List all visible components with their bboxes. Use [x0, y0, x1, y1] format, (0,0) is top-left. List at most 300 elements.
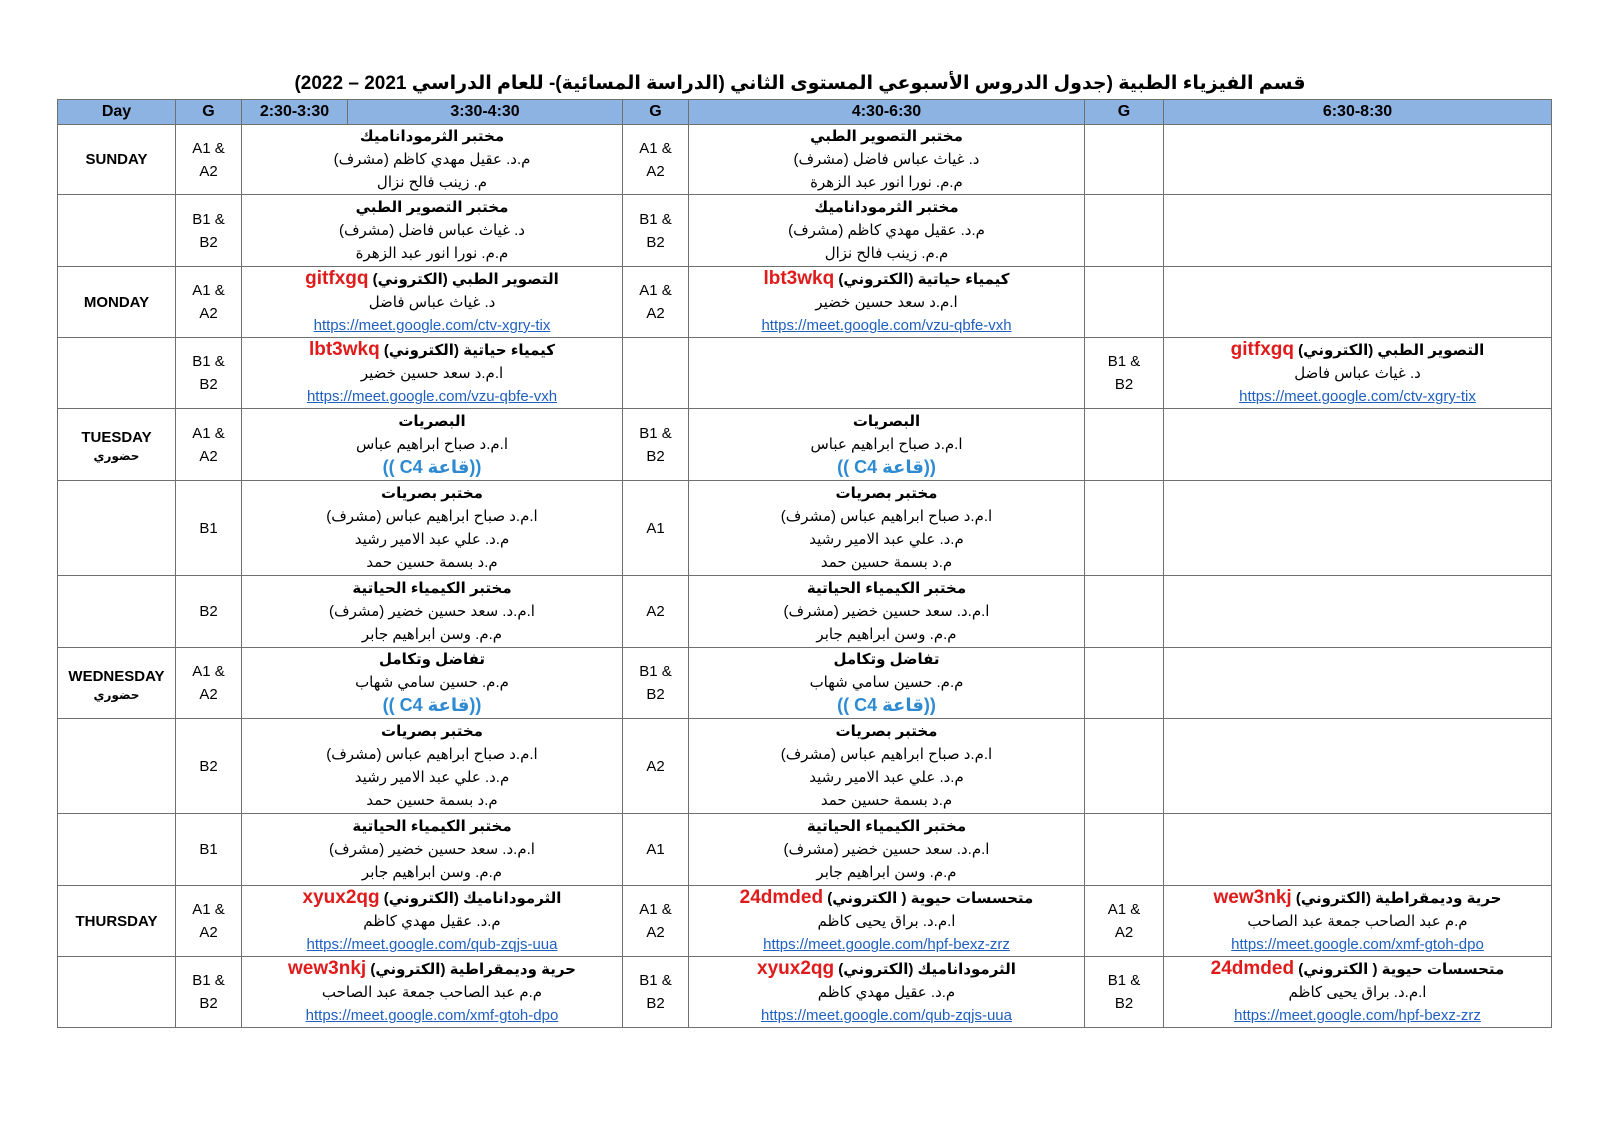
class-cell: [1164, 481, 1552, 576]
schedule-row: [58, 481, 1552, 576]
group-cell: [176, 481, 242, 576]
class-code: 24dmded: [739, 887, 824, 908]
group-cell: [623, 195, 689, 267]
class-cell: [689, 267, 1085, 338]
group-cell: [176, 409, 242, 481]
cell-line: [242, 362, 622, 385]
cell-line: [242, 671, 622, 694]
class-cell: [1164, 814, 1552, 886]
instructor-text: م.د. علي عبد الامير رشيد: [354, 531, 510, 548]
instructor-text: ا.م.د. سعد حسين خضير (مشرف): [329, 841, 535, 858]
cell-line: [242, 528, 622, 551]
group-label: B2: [199, 995, 218, 1012]
class-cell: [1164, 409, 1552, 481]
group-cell: [623, 409, 689, 481]
cell-line: [242, 433, 622, 456]
cell-line: [242, 125, 622, 148]
instructor-text: م.د. علي عبد الامير رشيد: [809, 531, 964, 548]
group-label: B1 &: [192, 210, 225, 228]
group-label: B1: [199, 519, 218, 537]
class-cell: [1164, 719, 1552, 814]
meeting-link[interactable]: https://meet.google.com/qub-zqjs-uua: [306, 936, 558, 953]
instructor-text: ا.م.د. سعد حسين خضير (مشرف): [783, 603, 990, 620]
schedule-row: [58, 957, 1552, 1028]
instructor-text: م.د. علي عبد الامير رشيد: [354, 769, 510, 786]
class-cell: [689, 409, 1085, 481]
course-title: حرية وديمقراطية (الكتروني): [370, 961, 576, 978]
day-cell: [58, 409, 176, 481]
course-title: متحسسات حيوية ( الكتروني): [1298, 961, 1505, 978]
group-cell: [1085, 719, 1164, 814]
cell-line: [242, 267, 622, 291]
cell-line: [242, 743, 622, 766]
group-cell: [623, 957, 689, 1028]
class-cell: [242, 719, 623, 814]
class-cell: [1164, 267, 1552, 338]
cell-line: [689, 910, 1084, 933]
group-label: A2: [646, 757, 665, 775]
cell-line: [242, 242, 622, 265]
instructor-text: م.د. عقيل مهدي كاظم (مشرف): [333, 151, 531, 168]
header-group-1: G: [176, 100, 242, 125]
cell-line: [689, 957, 1084, 981]
cell-line: [1164, 981, 1551, 1004]
cell-line: [242, 171, 622, 194]
group-label: B2: [199, 757, 218, 775]
cell-line: [689, 242, 1084, 265]
cell-line: [689, 720, 1084, 743]
group-label: A1 &: [639, 139, 672, 157]
header-time-1a: 2:30-3:30: [242, 100, 348, 125]
instructor-text: د. غياث عباس فاضل (مشرف): [338, 222, 525, 239]
header-group-3: G: [1085, 100, 1164, 125]
class-code: gitfxgq: [305, 268, 369, 289]
group-cell: [1085, 338, 1164, 409]
instructor-text: م.د بسمة حسين حمد: [820, 792, 953, 809]
meeting-link[interactable]: https://meet.google.com/vzu-qbfe-vxh: [761, 317, 1012, 334]
cell-line: [242, 861, 622, 884]
group-cell: [623, 267, 689, 338]
course-title: مختبر الثرموداناميك: [359, 128, 505, 145]
instructor-text: م.م. حسين سامي شهاب: [355, 674, 509, 691]
cell-line: [689, 743, 1084, 766]
day-cell: [58, 814, 176, 886]
course-title: مختبر بصريات: [835, 723, 938, 740]
group-cell: [176, 886, 242, 957]
cell-line: [242, 815, 622, 838]
meeting-link-line: [689, 1004, 1084, 1027]
group-cell: [1085, 648, 1164, 719]
room-label: ((قاعة C4 )): [382, 695, 482, 715]
group-cell: [1085, 481, 1164, 576]
cell-line: [1164, 362, 1551, 385]
schedule-row: [58, 576, 1552, 648]
cell-line: [242, 600, 622, 623]
instructor-text: ا.م.د صباح ابراهيم عباس (مشرف): [326, 746, 538, 763]
instructor-text: م.م. وسن ابراهيم جابر: [816, 626, 957, 643]
instructor-text: ا.م.د صباح ابراهيم عباس (مشرف): [326, 508, 538, 525]
cell-line: [689, 671, 1084, 694]
cell-line: [689, 267, 1084, 291]
meeting-link[interactable]: https://meet.google.com/hpf-bexz-zrz: [763, 936, 1010, 953]
course-title: مختبر بصريات: [381, 485, 483, 502]
cell-line: [689, 528, 1084, 551]
cell-line: [242, 338, 622, 362]
cell-line: [242, 957, 622, 981]
group-label: B2: [1114, 995, 1134, 1012]
group-cell: [1085, 195, 1164, 267]
day-name: TUESDAY: [81, 429, 152, 446]
day-name: MONDAY: [83, 293, 150, 311]
class-cell: [1164, 648, 1552, 719]
cell-line: [242, 148, 622, 171]
instructor-text: م.م. زينب فالح نزال: [824, 245, 949, 262]
group-label: A2: [199, 447, 218, 465]
instructor-text: م.م. حسين سامي شهاب: [809, 674, 964, 691]
group-label: B1 &: [192, 353, 225, 370]
group-label: B1 &: [639, 663, 672, 680]
meeting-link-line: [242, 933, 622, 956]
meeting-link[interactable]: https://meet.google.com/xmf-gtoh-dpo: [1231, 936, 1484, 953]
group-cell: [176, 648, 242, 719]
cell-line: [242, 577, 622, 600]
cell-line: [242, 838, 622, 861]
schedule-row: [58, 886, 1552, 957]
class-cell: [242, 267, 623, 338]
cell-line: [689, 196, 1084, 219]
cell-line: [242, 981, 622, 1004]
header-group-2: G: [623, 100, 689, 125]
group-cell: [623, 338, 689, 409]
group-cell: [176, 957, 242, 1028]
instructor-text: م.م عبد الصاحب جمعة عبد الصاحب: [321, 984, 543, 1001]
meeting-link-line: [1164, 1004, 1551, 1027]
group-label: B2: [199, 233, 218, 251]
group-cell: [623, 648, 689, 719]
group-label: B1 &: [639, 424, 672, 442]
instructor-text: م.م. وسن ابراهيم جابر: [361, 626, 503, 643]
course-title: مختبر الكيمياء الحياتية: [806, 818, 967, 835]
group-label: A2: [199, 686, 218, 703]
class-cell: [242, 814, 623, 886]
day-cell: [58, 648, 176, 719]
group-label: A1 &: [639, 901, 672, 918]
cell-line: [689, 551, 1084, 574]
room-label: ((قاعة C4 )): [382, 456, 482, 477]
class-cell: [242, 195, 623, 267]
meeting-link-line: [242, 314, 622, 337]
group-label: B1 &: [1107, 972, 1141, 989]
class-cell: [689, 886, 1085, 957]
group-cell: [623, 814, 689, 886]
group-cell: [623, 481, 689, 576]
course-title: تفاضل وتكامل: [833, 651, 940, 668]
group-label: B2: [199, 376, 218, 393]
course-title: الثرموداناميك (الكتروني): [838, 961, 1016, 978]
day-cell: [58, 195, 176, 267]
schedule-row: [58, 267, 1552, 338]
group-cell: [176, 576, 242, 648]
class-cell: [242, 576, 623, 648]
header-row: [58, 100, 1552, 125]
group-cell: [176, 719, 242, 814]
instructor-text: ا.م.د. براق يحيى كاظم: [817, 913, 956, 930]
course-title: مختبر الكيمياء الحياتية: [352, 580, 512, 597]
course-title: البصريات: [852, 412, 921, 430]
cell-line: [242, 219, 622, 242]
cell-line: [689, 482, 1084, 505]
class-cell: [242, 648, 623, 719]
day-name: THURSDAY: [75, 912, 158, 930]
cell-line: [242, 886, 622, 910]
header-time-1b: 3:30-4:30: [348, 100, 623, 125]
group-cell: [176, 267, 242, 338]
schedule-table: [57, 99, 1552, 1028]
day-note: حضوري: [93, 687, 140, 702]
class-cell: [689, 719, 1085, 814]
class-cell: [689, 481, 1085, 576]
group-cell: [176, 195, 242, 267]
instructor-text: م.د. عقيل مهدي كاظم: [363, 913, 501, 930]
course-title: حرية وديمقراطية (الكتروني): [1295, 890, 1502, 907]
group-label: B1: [199, 841, 218, 858]
class-code: xyux2qg: [302, 887, 380, 908]
class-cell: [1164, 195, 1552, 267]
course-title: التصوير الطبي (الكتروني): [1298, 342, 1485, 359]
cell-line: [689, 789, 1084, 812]
instructor-text: م.م. نورا انور عبد الزهرة: [355, 245, 509, 262]
instructor-text: ا.م.د صباح ابراهيم عباس (مشرف): [780, 746, 993, 763]
meeting-link[interactable]: https://meet.google.com/vzu-qbfe-vxh: [306, 388, 558, 405]
meeting-link-line: [1164, 385, 1551, 408]
instructor-text: م.م. نورا انور عبد الزهرة: [810, 174, 963, 191]
class-cell: [689, 957, 1085, 1028]
class-cell: [242, 125, 623, 195]
group-label: A2: [646, 162, 665, 180]
class-cell: [242, 481, 623, 576]
cell-line: [242, 720, 622, 743]
meeting-link[interactable]: https://meet.google.com/hpf-bexz-zrz: [1234, 1007, 1481, 1024]
cell-line: [689, 838, 1084, 861]
meeting-link[interactable]: https://meet.google.com/xmf-gtoh-dpo: [305, 1007, 559, 1024]
cell-line: [689, 410, 1084, 433]
meeting-link-line: [242, 1004, 622, 1027]
course-title: البصريات: [398, 412, 466, 430]
cell-line: [689, 886, 1084, 910]
cell-line: [689, 577, 1084, 600]
class-cell: [242, 957, 623, 1028]
day-cell: [58, 576, 176, 648]
group-cell: [1085, 409, 1164, 481]
class-cell: [689, 576, 1085, 648]
class-cell: [1164, 886, 1552, 957]
cell-line: [689, 291, 1084, 314]
group-label: B2: [646, 447, 665, 465]
class-code: gitfxgq: [1230, 339, 1294, 360]
course-title: مختبر بصريات: [835, 485, 938, 502]
group-cell: [1085, 957, 1164, 1028]
course-title: الثرموداناميك (الكتروني): [383, 890, 562, 907]
instructor-text: م.م. وسن ابراهيم جابر: [361, 864, 503, 881]
group-label: B2: [646, 995, 665, 1012]
group-label: B2: [1114, 376, 1134, 393]
day-cell: [58, 886, 176, 957]
group-label: A1 &: [1107, 901, 1141, 918]
cell-line: [689, 148, 1084, 171]
group-cell: [176, 814, 242, 886]
class-code: xyux2qg: [757, 958, 835, 979]
day-cell: [58, 719, 176, 814]
class-cell: [242, 886, 623, 957]
group-label: A2: [199, 305, 218, 322]
group-label: A1 &: [192, 901, 225, 918]
group-label: A1 &: [192, 139, 225, 157]
instructor-text: ا.م.د صباح ابراهيم عباس: [355, 435, 509, 453]
cell-line: [689, 600, 1084, 623]
meeting-link-line: [689, 933, 1084, 956]
cell-line: [242, 291, 622, 314]
class-code: lbt3wkq: [308, 339, 380, 360]
group-cell: [1085, 267, 1164, 338]
group-label: A2: [199, 924, 218, 941]
cell-line: [689, 861, 1084, 884]
class-cell: [689, 195, 1085, 267]
instructor-text: ا.م.د سعد حسين خضير: [815, 294, 958, 311]
instructor-text: د. غياث عباس فاضل: [368, 294, 496, 311]
header-time-3: 6:30-8:30: [1164, 100, 1552, 125]
course-title: تفاضل وتكامل: [378, 651, 486, 668]
group-label: B2: [646, 233, 665, 251]
day-name: SUNDAY: [85, 151, 148, 168]
schedule-row: [58, 814, 1552, 886]
cell-line: [1164, 957, 1551, 981]
group-label: A2: [646, 924, 665, 941]
instructor-text: ا.م.د صباح ابراهيم عباس: [810, 435, 963, 453]
day-name: WEDNESDAY: [68, 667, 165, 685]
group-cell: [1085, 886, 1164, 957]
instructor-text: ا.م.د. براق يحيى كاظم: [1288, 984, 1427, 1001]
course-title: مختبر التصوير الطبي: [355, 199, 509, 216]
group-cell: [1085, 576, 1164, 648]
class-cell: [1164, 125, 1552, 195]
cell-line: [689, 815, 1084, 838]
cell-line: [242, 694, 622, 718]
cell-line: [242, 551, 622, 574]
day-cell: [58, 267, 176, 338]
cell-line: [1164, 338, 1551, 362]
group-label: A1 &: [192, 663, 225, 680]
cell-line: [689, 456, 1084, 480]
course-title: مختبر الكيمياء الحياتية: [352, 818, 512, 835]
group-label: A1: [646, 841, 665, 858]
instructor-text: د. غياث عباس فاضل: [1294, 365, 1421, 382]
group-label: B1 &: [639, 972, 672, 989]
schedule-row: [58, 409, 1552, 481]
day-cell: [58, 338, 176, 409]
group-label: A2: [199, 162, 218, 180]
cell-line: [242, 910, 622, 933]
cell-line: [1164, 886, 1551, 910]
cell-line: [689, 219, 1084, 242]
group-cell: [1085, 125, 1164, 195]
schedule-row: [58, 719, 1552, 814]
cell-line: [242, 505, 622, 528]
schedule-row: [58, 195, 1552, 267]
meeting-link[interactable]: https://meet.google.com/qub-zqjs-uua: [761, 1007, 1012, 1024]
header-day: Day: [58, 100, 176, 125]
class-cell: [689, 648, 1085, 719]
group-cell: [1085, 814, 1164, 886]
cell-line: [242, 623, 622, 646]
cell-line: [689, 125, 1084, 148]
group-label: B1 &: [1107, 353, 1141, 370]
class-cell: [242, 338, 623, 409]
instructor-text: م.د. عقيل مهدي كاظم (مشرف): [788, 222, 985, 239]
instructor-text: م.د بسمة حسين حمد: [820, 554, 953, 571]
class-cell: [689, 338, 1085, 409]
group-label: A1: [646, 519, 665, 537]
group-cell: [176, 338, 242, 409]
course-title: مختبر بصريات: [381, 723, 483, 740]
group-label: B2: [646, 686, 665, 703]
cell-line: [689, 648, 1084, 671]
group-label: A2: [646, 603, 665, 620]
schedule-row: [58, 338, 1552, 409]
cell-line: [242, 196, 622, 219]
meeting-link[interactable]: https://meet.google.com/ctv-xgry-tix: [1239, 388, 1476, 405]
instructor-text: م.م. وسن ابراهيم جابر: [816, 864, 957, 881]
cell-line: [689, 433, 1084, 456]
instructor-text: م.د. عقيل مهدي كاظم: [817, 984, 956, 1001]
cell-line: [689, 505, 1084, 528]
day-note: حضوري: [93, 449, 140, 463]
group-label: B1 &: [192, 972, 225, 989]
class-cell: [689, 125, 1085, 195]
cell-line: [689, 623, 1084, 646]
class-cell: [1164, 957, 1552, 1028]
meeting-link-line: [242, 385, 622, 408]
meeting-link[interactable]: https://meet.google.com/ctv-xgry-tix: [313, 317, 551, 334]
meeting-link-line: [689, 314, 1084, 337]
instructor-text: م.م عبد الصاحب جمعة عبد الصاحب: [1247, 913, 1468, 930]
schedule-row: [58, 125, 1552, 195]
class-code: wew3nkj: [288, 958, 367, 979]
day-cell: [58, 957, 176, 1028]
cell-line: [242, 789, 622, 812]
class-cell: [242, 409, 623, 481]
cell-line: [242, 766, 622, 789]
group-cell: [176, 125, 242, 195]
class-cell: [689, 814, 1085, 886]
course-title: كيمياء حياتية (الكتروني): [383, 342, 556, 359]
instructor-text: م.د بسمة حسين حمد: [366, 792, 498, 809]
course-title: مختبر الثرموداناميك: [814, 199, 959, 216]
day-cell: [58, 125, 176, 195]
instructor-text: ا.م.د صباح ابراهيم عباس (مشرف): [780, 508, 993, 525]
cell-line: [689, 981, 1084, 1004]
instructor-text: ا.م.د سعد حسين خضير: [360, 365, 504, 382]
course-title: التصوير الطبي (الكتروني): [372, 271, 559, 288]
group-label: A1 &: [192, 282, 225, 299]
group-label: A2: [646, 305, 665, 322]
class-code: wew3nkj: [1213, 887, 1292, 908]
group-cell: [623, 719, 689, 814]
course-title: مختبر الكيمياء الحياتية: [806, 580, 967, 597]
instructor-text: م. زينب فالح نزال: [376, 174, 488, 191]
cell-line: [242, 648, 622, 671]
group-cell: [623, 125, 689, 195]
room-label: ((قاعة C4 )): [837, 695, 936, 715]
